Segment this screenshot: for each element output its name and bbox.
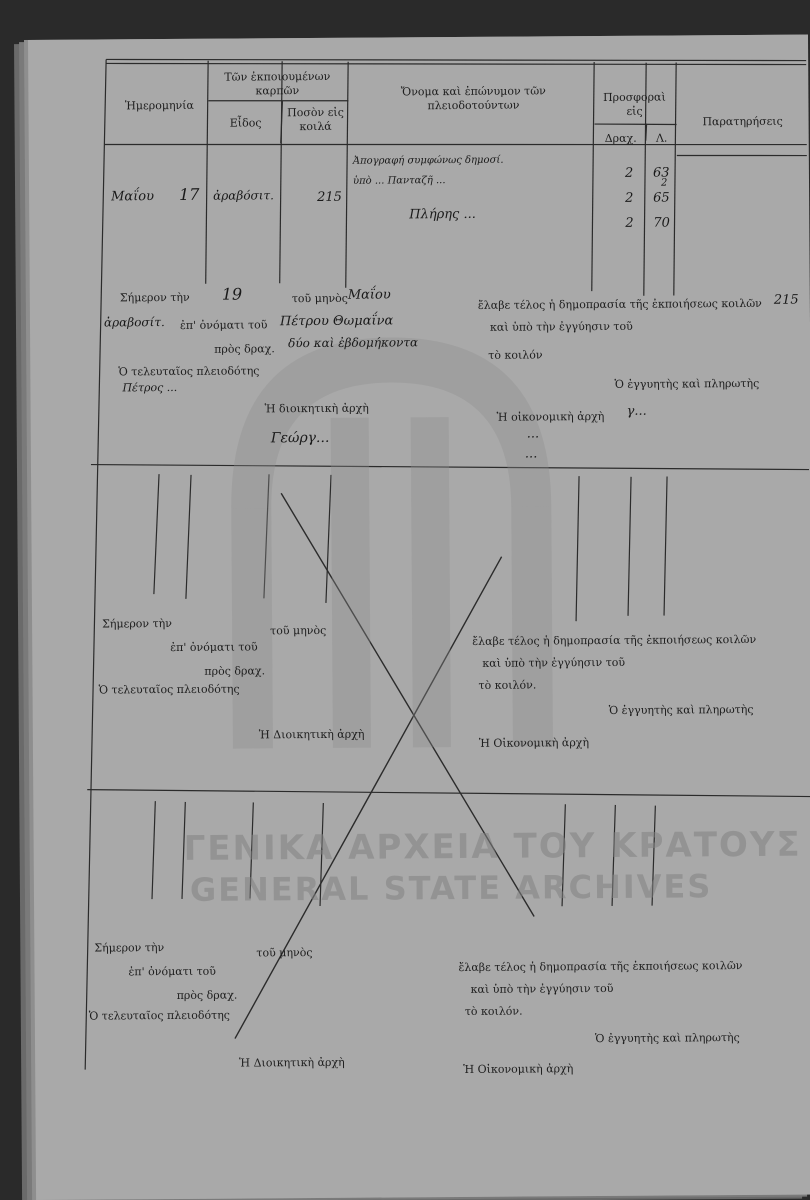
s1-last-bidder-signature: Πέτρος ... bbox=[122, 380, 178, 395]
s1-admin-signature: Γεώργ... bbox=[270, 429, 330, 447]
offer-2-lepta: 65 bbox=[653, 190, 670, 206]
s2-last-bidder: Ὁ τελευταῖος πλειοδότης bbox=[98, 682, 240, 697]
s1-price-words: δύο καὶ ἐβδομήκοντα bbox=[288, 335, 419, 351]
header-lepta: Λ. bbox=[655, 131, 668, 145]
s1-and-guarantee: καὶ ὑπὸ τὴν ἐγγύησιν τοῦ bbox=[489, 319, 633, 334]
offer-1-lepta: 63 bbox=[652, 165, 670, 181]
s1-guarantor: Ὁ ἐγγυητὴς καὶ πληρωτὴς bbox=[614, 376, 760, 391]
entry-bidder-line1: Ἀπογραφή συμφώνως δημοσί. bbox=[352, 154, 504, 167]
s1-today-the: Σήμερον τὴν bbox=[119, 290, 190, 305]
s2-for-drachmas: πρὸς δραχ. bbox=[204, 664, 266, 678]
s1-for-drachmas: πρὸς δραχ. bbox=[214, 342, 275, 356]
s3-received-end: ἔλαβε τέλος ἡ δημοπρασία τῆς ἐκποιήσεως κοιλῶν bbox=[458, 959, 743, 975]
watermark-greek: ΓΕΝΙΚΑ ΑΡΧΕΙΑ ΤΟΥ ΚΡΑΤΟΥΣ bbox=[183, 824, 802, 869]
s2-admin-authority: Ἡ Διοικητικὴ ἀρχὴ bbox=[258, 727, 365, 742]
s3-fin-authority: Ἡ Οἰκονομικὴ ἀρχὴ bbox=[463, 1062, 574, 1076]
archive-watermark bbox=[184, 825, 803, 909]
s1-admin-authority: Ἡ διοικητικὴ ἀρχὴ bbox=[264, 401, 369, 416]
watermark-english: GENERAL STATE ARCHIVES bbox=[189, 867, 713, 909]
s1-of-month: τοῦ μηνὸς bbox=[291, 291, 348, 306]
offer-1-drachmas: 2 bbox=[624, 165, 634, 181]
s2-guarantor: Ὁ ἐγγυητὴς καὶ πληρωτὴς bbox=[608, 702, 754, 717]
s3-per-kilo: τὸ κοιλόν. bbox=[464, 1004, 523, 1018]
header-quantity: Ποσὸν εἰς κοιλά bbox=[287, 105, 344, 133]
entry-day: 17 bbox=[179, 184, 200, 204]
document-sheet bbox=[28, 35, 810, 1200]
offer-2-drachmas: 2 bbox=[625, 190, 634, 206]
s3-admin-authority: Ἡ Διοικητικὴ ἀρχὴ bbox=[239, 1055, 345, 1070]
s1-month: Μαΐου bbox=[347, 287, 391, 303]
s1-fin-signature-2: ... bbox=[526, 426, 540, 442]
entry-month: Μαΐου bbox=[111, 189, 155, 205]
header-drachmas: Δραχ. bbox=[604, 131, 637, 145]
s1-last-bidder: Ὁ τελευταῖος πλειοδότης bbox=[118, 364, 260, 379]
s1-fin-authority: Ἡ οἰκονομικὴ ἀρχὴ bbox=[496, 409, 605, 424]
offer-3-drachmas: 2 bbox=[625, 215, 634, 231]
s1-crop: ἀραβοσίτ. bbox=[103, 315, 165, 330]
s1-kilos: 215 bbox=[773, 292, 799, 308]
header-offers: Προσφοραὶ εἰς bbox=[602, 90, 666, 118]
s1-fin-signature-3: ... bbox=[524, 446, 538, 462]
entry-kind: ἀραβόσιτ. bbox=[213, 188, 274, 203]
s1-in-name-of: ἐπ' ὀνόματι τοῦ bbox=[179, 318, 268, 332]
header-bidders: Ὄνομα καὶ ἐπώνυμον τῶν πλειοδοτούντων bbox=[400, 84, 546, 112]
header-kind: Εἶδος bbox=[229, 116, 262, 130]
entry-bidder-line3: Πλήρης ... bbox=[409, 206, 476, 223]
s2-per-kilo: τὸ κοιλόν. bbox=[478, 678, 537, 692]
entry-quantity: 215 bbox=[317, 189, 342, 205]
lepta-mark: 2 bbox=[660, 177, 668, 189]
s1-per-kilo: τὸ κοιλόν bbox=[488, 348, 543, 362]
s3-for-drachmas: πρὸς δραχ. bbox=[176, 988, 238, 1002]
s2-today-the: Σήμερον τὴν bbox=[102, 617, 172, 631]
header-date: Ἡμερομηνία bbox=[124, 98, 195, 113]
s1-day: 19 bbox=[221, 284, 243, 304]
entry-bidder-line2: ὑπὸ ... Πανταζῆ ... bbox=[352, 175, 446, 187]
s3-last-bidder: Ὁ τελευταῖος πλειοδότης bbox=[88, 1008, 230, 1023]
header-products-group: Τῶν ἐκποιουμένων καρπῶν bbox=[224, 69, 331, 98]
s1-received-end: ἔλαβε τέλος ἡ δημοπρασία τῆς ἐκποιήσεως κοιλῶν bbox=[477, 296, 762, 312]
offer-3-lepta: 70 bbox=[653, 215, 670, 231]
s2-and-guarantee: καὶ ὑπὸ τὴν ἐγγύησιν τοῦ bbox=[482, 655, 626, 670]
s1-fin-signature-1: γ... bbox=[626, 403, 647, 419]
s3-of-month: τοῦ μηνὸς bbox=[256, 946, 313, 960]
s2-received-end: ἔλαβε τέλος ἡ δημοπρασία τῆς ἐκποιήσεως κοιλῶν bbox=[472, 632, 757, 648]
header-remarks: Παρατηρήσεις bbox=[702, 114, 783, 129]
s1-bidder-name: Πέτρου Θωμαΐνα bbox=[279, 313, 394, 330]
s2-in-name-of: ἐπ' ὀνόματι τοῦ bbox=[170, 640, 258, 655]
s2-fin-authority: Ἡ Οἰκονομικὴ ἀρχὴ bbox=[478, 736, 590, 750]
s2-of-month: τοῦ μηνὸς bbox=[270, 623, 327, 638]
s3-and-guarantee: καὶ ὑπὸ τὴν ἐγγύησιν τοῦ bbox=[470, 981, 614, 996]
s3-guarantor: Ὁ ἐγγυητὴς καὶ πληρωτὴς bbox=[594, 1031, 740, 1046]
s3-in-name-of: ἐπ' ὀνόματι τοῦ bbox=[128, 964, 217, 979]
s3-today-the: Σήμερον τὴν bbox=[94, 941, 165, 955]
